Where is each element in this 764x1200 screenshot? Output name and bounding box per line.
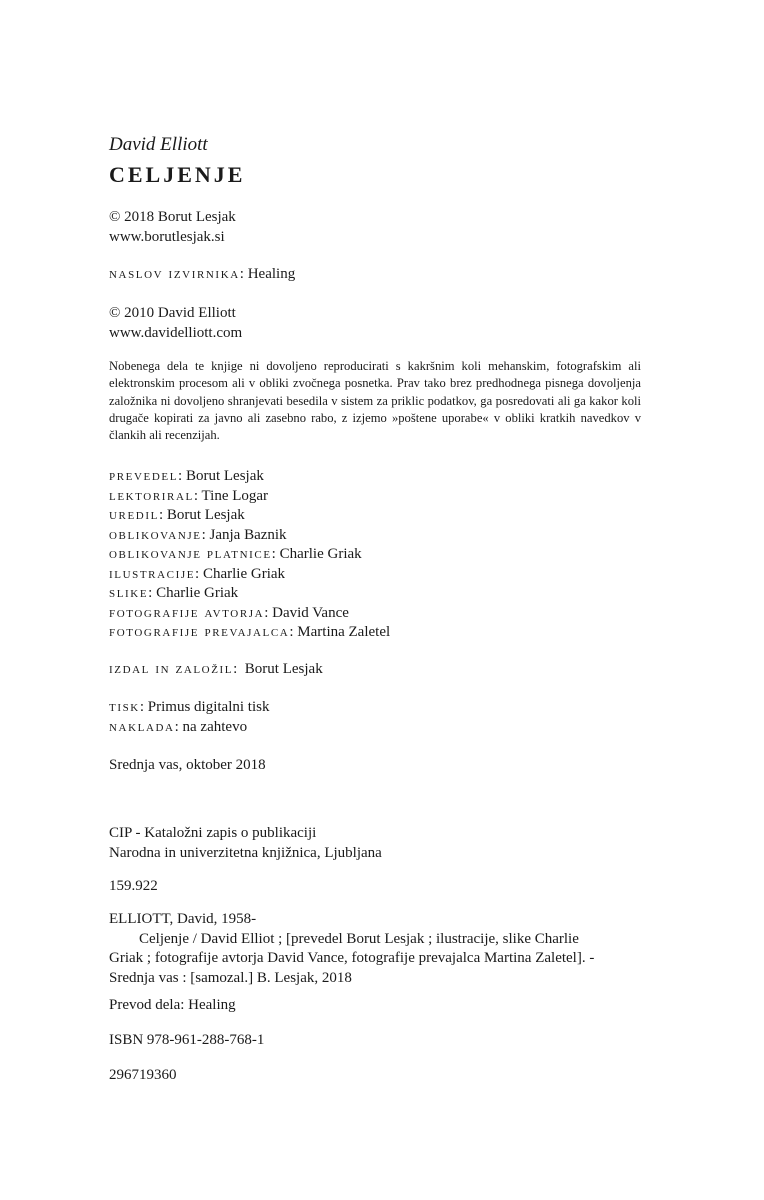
cip-entry-line: Celjenje / David Elliot ; [prevedel Borut Lesjak ; ilustracije, slike Charlie <box>139 930 579 947</box>
credit-line: lektoriral: Tine Logar <box>109 487 269 504</box>
publisher-value: Borut Lesjak <box>244 661 323 677</box>
credit-line: uredil: Borut Lesjak <box>109 507 245 523</box>
author-name: David Elliott <box>109 134 208 155</box>
credit-line: oblikovanje platnice: Charlie Griak <box>109 546 362 562</box>
credit-label: uredil <box>109 507 159 523</box>
credit-line: ilustracije: Charlie Griak <box>109 565 286 582</box>
cip-cobiss-id: 296719360 <box>109 1067 177 1083</box>
publisher-label: izdal in založil <box>109 661 234 677</box>
credit-label: lektoriral <box>109 487 194 504</box>
credit-label: oblikovanje <box>109 526 202 543</box>
credit-label: prevedel <box>109 468 179 484</box>
credit-label: fotografije avtorja <box>109 604 265 621</box>
credit-value: Janja Baznik <box>209 526 287 543</box>
credits-list <box>109 467 390 643</box>
cip-library: Narodna in univerzitetna knjižnica, Ljubljana <box>109 844 382 861</box>
publisher-line: izdal in založil: Borut Lesjak <box>109 661 323 677</box>
print-block <box>109 698 269 737</box>
print-value: Primus digitalni tisk <box>147 699 270 715</box>
credit-value: Martina Zaletel <box>297 624 391 640</box>
credit-value: Charlie Griak <box>202 565 286 582</box>
cip-udc: 159.922 <box>109 878 158 894</box>
edition-label: naklada <box>109 718 175 735</box>
credit-label: fotografije prevajalca <box>109 624 290 640</box>
credit-value: Borut Lesjak <box>166 507 245 523</box>
credit-value: Borut Lesjak <box>185 468 264 484</box>
print-line: tisk: Primus digitalni tisk <box>109 699 270 715</box>
credit-value: Charlie Griak <box>156 585 239 601</box>
translator-website: www.borutlesjak.si <box>109 228 225 245</box>
original-title-line: naslov izvirnika: Healing <box>109 266 296 282</box>
original-title-value: Healing <box>247 266 296 282</box>
credit-value: David Vance <box>272 604 349 621</box>
cip-translation-of: Prevod dela: Healing <box>109 997 236 1013</box>
cip-entry-heading: ELLIOTT, David, 1958- <box>109 911 257 927</box>
credit-line: fotografije prevajalca: Martina Zaletel <box>109 624 391 640</box>
cip-header <box>109 824 382 863</box>
original-copyright-block <box>109 304 242 343</box>
cip-entry-line: Srednja vas : [samozal.] B. Lesjak, 2018 <box>109 969 352 986</box>
cip-entry <box>109 910 594 988</box>
credit-label: oblikovanje platnice <box>109 546 272 562</box>
translation-copyright-block <box>109 208 236 247</box>
print-label: tisk <box>109 699 140 715</box>
cip-isbn: ISBN 978-961-288-768-1 <box>109 1032 265 1048</box>
credit-value: Charlie Griak <box>279 546 362 562</box>
original-title-label: naslov izvirnika <box>109 266 240 282</box>
credit-line: oblikovanje: Janja Baznik <box>109 526 287 543</box>
credit-label: slike <box>109 585 149 601</box>
author-website: www.davidelliott.com <box>109 324 243 341</box>
book-title: CELJENJE <box>109 162 246 187</box>
place-date: Srednja vas, oktober 2018 <box>109 757 266 773</box>
credit-line: slike: Charlie Griak <box>109 585 239 601</box>
edition-value: na zahtevo <box>182 718 248 735</box>
legal-notice: Nobenega dela te knjige ni dovoljeno reproducirati s kakršnim koli mehanskim, fotografskim ali elektronskim procesom ali v obliki zvočnega posnetka. Prav tako brez predhodnega pisnega dovoljenja založnika ni dovoljeno shranjevati besedila v sistem za priklic podatkov, ga posredovati ali ga kakor koli drugače kopirati za javno ali zasebno rabo, z izjemo »poštene uporabe« v obliki kratkih navedkov v člankih ali recenzijah. <box>109 359 641 443</box>
credit-line: fotografije avtorja: David Vance <box>109 604 349 621</box>
credit-value: Tine Logar <box>201 487 269 504</box>
translation-copyright: © 2018 Borut Lesjak <box>109 209 236 225</box>
edition-line: naklada: na zahtevo <box>109 718 248 735</box>
original-copyright: © 2010 David Elliott <box>109 305 236 321</box>
cip-entry-line: Griak ; fotografije avtorja David Vance, fotografije prevajalca Martina Zaletel]. - <box>109 950 595 966</box>
credit-line: prevedel: Borut Lesjak <box>109 468 264 484</box>
credit-label: ilustracije <box>109 565 196 582</box>
cip-title: CIP - Kataložni zapis o publikaciji <box>109 825 317 841</box>
